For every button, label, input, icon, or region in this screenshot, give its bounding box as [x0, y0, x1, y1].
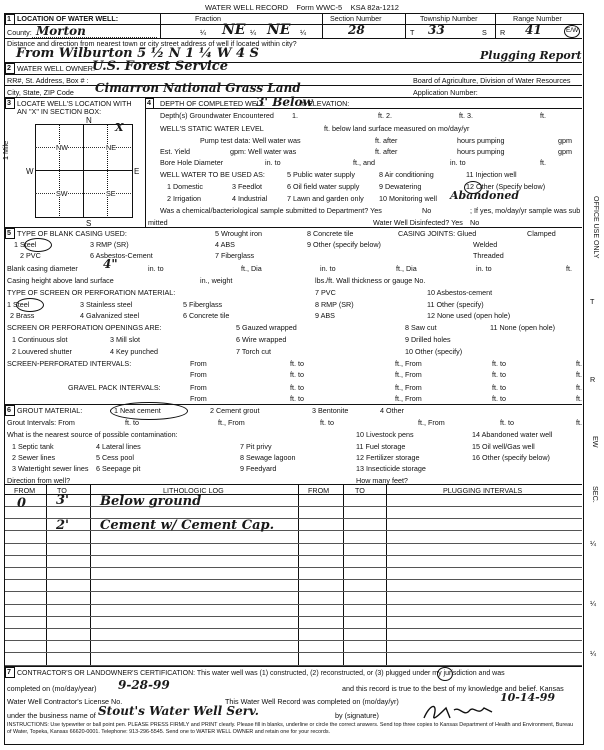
log-row-rule: [5, 543, 582, 544]
blank-diameter-value[interactable]: 4": [103, 257, 118, 271]
depth-label: DEPTH OF COMPLETED WELL: [160, 99, 265, 108]
contamination-label: What is the nearest source of possible contamination:: [7, 430, 178, 439]
log-row-1-from[interactable]: 0: [17, 496, 27, 511]
location-label: LOCATION OF WATER WELL:: [17, 14, 119, 23]
log-row-rule: [5, 604, 582, 605]
township-number-label: Township Number: [420, 14, 478, 23]
signature-label: by (signature): [335, 711, 379, 720]
range-number-label: Range Number: [513, 14, 562, 23]
section-number-label: Section Number: [330, 14, 382, 23]
static-level-label: WELL'S STATIC WATER LEVEL: [160, 124, 264, 133]
fraction-label: Fraction: [195, 14, 221, 23]
log-row-rule: [5, 530, 582, 531]
section-7-number: 7: [7, 667, 11, 676]
log-row-1-to[interactable]: 3': [56, 493, 70, 508]
log-row-rule: [5, 652, 582, 653]
pump-test-label: Pump test data: Well water was: [200, 136, 301, 145]
log-row-rule: [5, 628, 582, 629]
bore-hole-label: Bore Hole Diameter: [160, 158, 224, 167]
log-row-rule: [5, 567, 582, 568]
completed-on-value[interactable]: 9-28-99: [118, 678, 170, 692]
log-row-rule: [5, 591, 582, 592]
form-title: WATER WELL RECORD Form WWC-5 KSA 82a-1212: [205, 3, 399, 12]
casing-label: TYPE OF BLANK CASING USED:: [17, 229, 127, 238]
ew-indicator: E/W: [566, 27, 579, 34]
business-name-value[interactable]: Stout's Water Well Serv.: [98, 704, 259, 718]
depth-value[interactable]: 3' Below: [256, 95, 313, 109]
section-1-number: 1: [7, 14, 11, 23]
city-label: City, State, ZIP Code: [7, 88, 74, 97]
blank-diameter-label: Blank casing diameter: [7, 264, 78, 273]
owner-value[interactable]: U.S. Forest Service: [92, 59, 228, 74]
sidebar-t: T: [590, 297, 595, 306]
section-2-number: 2: [7, 63, 11, 72]
log-header-from: FROM: [14, 486, 36, 495]
quarter-2-value[interactable]: NE: [267, 22, 291, 38]
how-many-feet-label: How many feet?: [356, 476, 408, 485]
casing-height-label: Casing height above land surface: [7, 276, 114, 285]
township-value[interactable]: 33: [428, 23, 445, 37]
owner-label: WATER WELL OWNER:: [17, 64, 95, 73]
locate-label-1: LOCATE WELL'S LOCATION WITH: [17, 99, 132, 108]
groundwater-label: Depth(s) Groundwater Encountered: [160, 111, 274, 120]
contractor-signature: [420, 700, 500, 724]
log-header-to: TO: [57, 486, 67, 495]
log-header-plugging: PLUGGING INTERVALS: [443, 486, 523, 495]
grout-intervals-label: Grout Intervals: From: [7, 418, 75, 427]
business-name-label: under the business name of: [7, 711, 96, 720]
joints-label: CASING JOINTS: Glued: [398, 229, 477, 238]
section-number-value[interactable]: 28: [348, 23, 365, 37]
log-row-1-lithology[interactable]: Below ground: [100, 494, 202, 509]
screen-type-label: TYPE OF SCREEN OR PERFORATION MATERIAL:: [7, 288, 176, 297]
section-5-number: 5: [7, 228, 11, 237]
log-row-2-lithology[interactable]: Cement w/ Cement Cap.: [100, 518, 275, 533]
disinfected-label: Water Well Disinfected? Yes: [373, 218, 463, 227]
chem-question: Was a chemical/bacteriological sample submitted to Department? Yes: [160, 206, 382, 215]
application-number-label: Application Number:: [413, 88, 478, 97]
range-value[interactable]: 41: [525, 23, 542, 37]
record-completed-date[interactable]: 10-14-99: [500, 691, 556, 704]
log-row-rule: [5, 616, 582, 617]
log-row-rule: [5, 640, 582, 641]
instructions-text: INSTRUCTIONS: Use typewriter or ball point pen. PLEASE PRESS FIRMLY and PRINT clearly. Please fill in blanks, underline or circle the correct answers. Send top three copies to Kansas Department of Health and Environment, Bureau of Water, Topeka, Kansas 66620-0001. Telephone: 913-296-5545. Send one to WATER WELL OWNER and retain one for your records.: [7, 722, 574, 736]
county-value[interactable]: Morton: [36, 24, 86, 38]
certification-text: CONTRACTOR'S OR LANDOWNER'S CERTIFICATION: This water well was (1) constructed, (2) reconstructed, or (3) plugged under my jurisdiction and was: [17, 670, 505, 677]
est-yield-label: Est. Yield: [160, 147, 190, 156]
quarter-1-value[interactable]: NE: [222, 22, 246, 38]
distance-label: Distance and direction from nearest town or city street address of well if located within city?: [7, 39, 297, 48]
use-label: WELL WATER TO BE USED AS:: [160, 170, 265, 179]
sidebar-ew: EW: [591, 436, 600, 448]
city-value[interactable]: Cimarron National Grass Land: [95, 81, 301, 95]
sidebar-sec: SEC.: [591, 486, 600, 503]
locate-label-2: AN "X" IN SECTION BOX:: [17, 107, 102, 116]
license-label: Water Well Contractor's License No.: [7, 697, 123, 706]
section-6-number: 6: [7, 405, 11, 414]
office-use-only: OFFICE USE ONLY: [592, 196, 599, 259]
distance-value[interactable]: From Wilburton 5 ½ N 1 ¼ W 4 S: [16, 46, 259, 61]
gravel-pack-label: GRAVEL PACK INTERVALS:: [68, 383, 161, 392]
log-header-from-2: FROM: [308, 486, 330, 495]
section-4-number: 4: [147, 98, 151, 107]
log-header-to-2: TO: [355, 486, 365, 495]
log-row-2-to[interactable]: 2': [56, 518, 70, 533]
section-3-number: 3: [7, 98, 11, 107]
grout-label: GROUT MATERIAL:: [17, 406, 83, 415]
address-label: RR#, St. Address, Box # :: [7, 76, 89, 85]
log-row-rule: [5, 518, 582, 519]
completed-on-label: completed on (mo/day/year): [7, 684, 97, 693]
sidebar-r: R: [590, 375, 596, 384]
section-box[interactable]: [35, 121, 133, 218]
log-header-lithologic: LITHOLOGIC LOG: [163, 486, 224, 495]
log-row-rule: [5, 506, 582, 507]
other-use-value[interactable]: Abandoned: [450, 189, 520, 202]
location-mark: X: [115, 121, 124, 134]
perforated-intervals-label: SCREEN-PERFORATED INTERVALS:: [7, 359, 132, 368]
plugging-report-note: Plugging Report: [480, 49, 582, 62]
direction-label: Direction from well?: [7, 476, 71, 485]
log-row-rule: [5, 555, 582, 556]
openings-label: SCREEN OR PERFORATION OPENINGS ARE:: [7, 323, 162, 332]
county-label: County:: [7, 28, 32, 37]
log-row-rule: [5, 579, 582, 580]
board-label: Board of Agriculture, Division of Water Resources: [413, 76, 571, 85]
